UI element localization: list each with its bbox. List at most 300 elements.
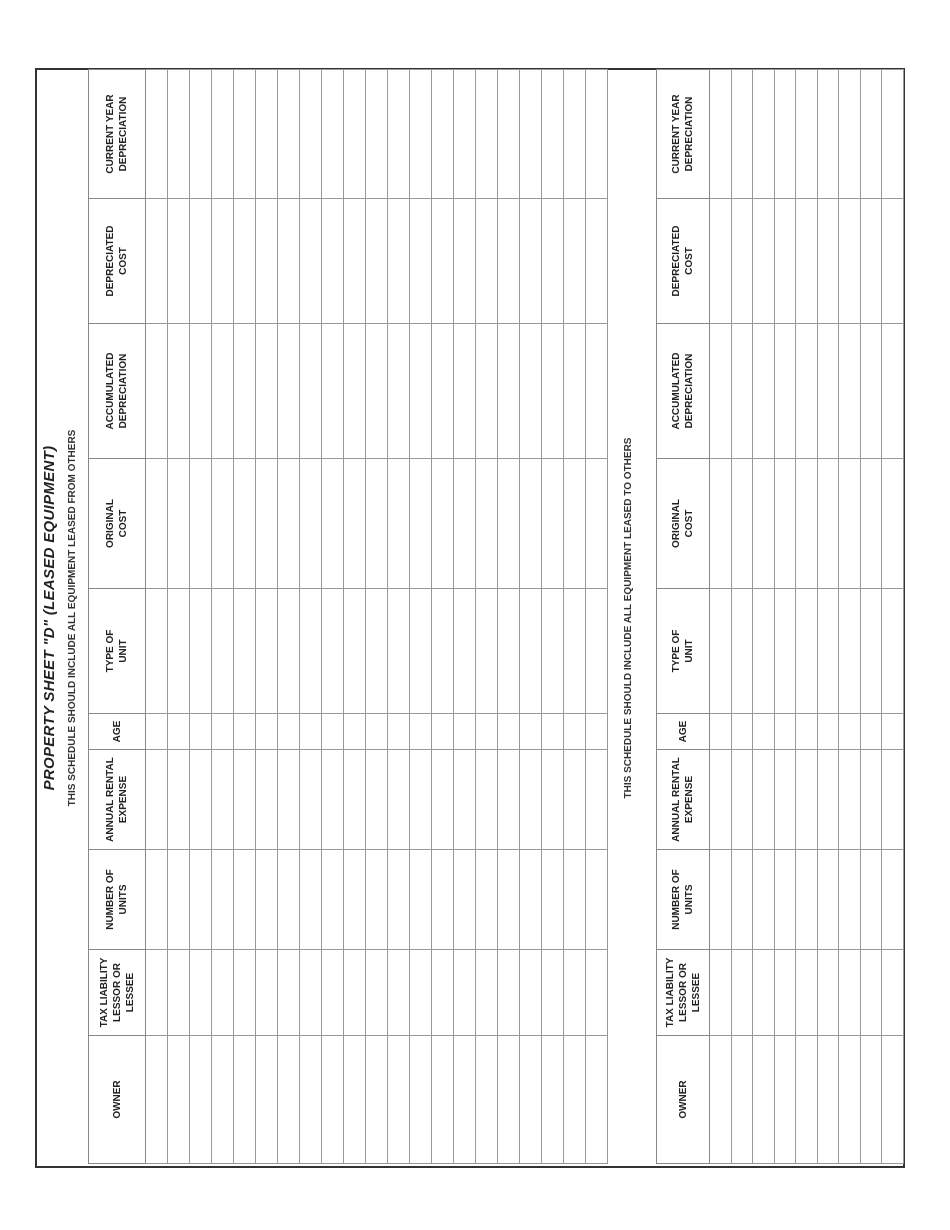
entry-cell[interactable] (796, 750, 818, 850)
entry-cell[interactable] (454, 199, 476, 324)
entry-cell[interactable] (388, 459, 410, 589)
entry-cell[interactable] (839, 324, 861, 459)
entry-cell[interactable] (278, 1036, 300, 1164)
entry-cell[interactable] (410, 714, 432, 750)
entry-cell[interactable] (710, 950, 732, 1036)
entry-cell[interactable] (542, 70, 564, 199)
entry-cell[interactable] (410, 70, 432, 199)
entry-cell[interactable] (817, 714, 839, 750)
entry-cell[interactable] (410, 950, 432, 1036)
entry-cell[interactable] (366, 459, 388, 589)
entry-cell[interactable] (839, 70, 861, 199)
entry-cell[interactable] (410, 199, 432, 324)
entry-cell[interactable] (300, 950, 322, 1036)
entry-cell[interactable] (774, 70, 796, 199)
entry-cell[interactable] (710, 324, 732, 459)
entry-cell[interactable] (774, 459, 796, 589)
entry-cell[interactable] (410, 750, 432, 850)
entry-cell[interactable] (388, 324, 410, 459)
entry-cell[interactable] (860, 714, 882, 750)
entry-cell[interactable] (498, 950, 520, 1036)
entry-cell[interactable] (432, 324, 454, 459)
entry-cell[interactable] (322, 199, 344, 324)
entry-cell[interactable] (300, 750, 322, 850)
entry-cell[interactable] (366, 750, 388, 850)
entry-cell[interactable] (168, 459, 190, 589)
entry-cell[interactable] (520, 950, 542, 1036)
entry-cell[interactable] (860, 70, 882, 199)
entry-cell[interactable] (278, 850, 300, 950)
entry-cell[interactable] (322, 850, 344, 950)
entry-cell[interactable] (388, 1036, 410, 1164)
entry-cell[interactable] (710, 199, 732, 324)
entry-cell[interactable] (498, 70, 520, 199)
entry-cell[interactable] (882, 750, 904, 850)
entry-cell[interactable] (322, 459, 344, 589)
entry-cell[interactable] (212, 324, 234, 459)
entry-cell[interactable] (731, 1036, 753, 1164)
entry-cell[interactable] (168, 1036, 190, 1164)
entry-cell[interactable] (882, 589, 904, 714)
entry-cell[interactable] (322, 589, 344, 714)
entry-cell[interactable] (498, 750, 520, 850)
entry-cell[interactable] (498, 324, 520, 459)
entry-cell[interactable] (731, 459, 753, 589)
entry-cell[interactable] (564, 950, 586, 1036)
entry-cell[interactable] (860, 459, 882, 589)
entry-cell[interactable] (344, 950, 366, 1036)
entry-cell[interactable] (796, 850, 818, 950)
entry-cell[interactable] (542, 324, 564, 459)
entry-cell[interactable] (410, 324, 432, 459)
entry-cell[interactable] (817, 1036, 839, 1164)
entry-cell[interactable] (146, 199, 168, 324)
entry-cell[interactable] (839, 750, 861, 850)
entry-cell[interactable] (212, 750, 234, 850)
entry-cell[interactable] (586, 589, 608, 714)
entry-cell[interactable] (476, 199, 498, 324)
entry-cell[interactable] (432, 950, 454, 1036)
entry-cell[interactable] (817, 70, 839, 199)
entry-cell[interactable] (300, 70, 322, 199)
entry-cell[interactable] (710, 1036, 732, 1164)
entry-cell[interactable] (476, 950, 498, 1036)
entry-cell[interactable] (753, 589, 775, 714)
entry-cell[interactable] (234, 750, 256, 850)
entry-cell[interactable] (564, 714, 586, 750)
entry-cell[interactable] (796, 459, 818, 589)
entry-cell[interactable] (146, 850, 168, 950)
entry-cell[interactable] (256, 324, 278, 459)
entry-cell[interactable] (882, 714, 904, 750)
entry-cell[interactable] (839, 1036, 861, 1164)
entry-cell[interactable] (344, 714, 366, 750)
entry-cell[interactable] (710, 750, 732, 850)
entry-cell[interactable] (300, 199, 322, 324)
entry-cell[interactable] (520, 750, 542, 850)
entry-cell[interactable] (168, 199, 190, 324)
entry-cell[interactable] (860, 324, 882, 459)
entry-cell[interactable] (476, 589, 498, 714)
entry-cell[interactable] (146, 950, 168, 1036)
entry-cell[interactable] (256, 459, 278, 589)
entry-cell[interactable] (839, 459, 861, 589)
entry-cell[interactable] (344, 199, 366, 324)
entry-cell[interactable] (542, 750, 564, 850)
entry-cell[interactable] (190, 950, 212, 1036)
entry-cell[interactable] (212, 850, 234, 950)
entry-cell[interactable] (817, 324, 839, 459)
entry-cell[interactable] (817, 589, 839, 714)
entry-cell[interactable] (410, 459, 432, 589)
entry-cell[interactable] (212, 1036, 234, 1164)
entry-cell[interactable] (212, 199, 234, 324)
entry-cell[interactable] (817, 199, 839, 324)
entry-cell[interactable] (476, 459, 498, 589)
entry-cell[interactable] (234, 589, 256, 714)
entry-cell[interactable] (882, 1036, 904, 1164)
entry-cell[interactable] (774, 950, 796, 1036)
entry-cell[interactable] (388, 199, 410, 324)
entry-cell[interactable] (731, 850, 753, 950)
entry-cell[interactable] (168, 714, 190, 750)
entry-cell[interactable] (278, 199, 300, 324)
entry-cell[interactable] (212, 459, 234, 589)
entry-cell[interactable] (710, 459, 732, 589)
entry-cell[interactable] (454, 950, 476, 1036)
entry-cell[interactable] (454, 324, 476, 459)
entry-cell[interactable] (388, 589, 410, 714)
entry-cell[interactable] (774, 589, 796, 714)
entry-cell[interactable] (796, 324, 818, 459)
entry-cell[interactable] (731, 714, 753, 750)
entry-cell[interactable] (344, 750, 366, 850)
entry-cell[interactable] (542, 459, 564, 589)
entry-cell[interactable] (476, 324, 498, 459)
entry-cell[interactable] (860, 589, 882, 714)
entry-cell[interactable] (212, 70, 234, 199)
entry-cell[interactable] (498, 1036, 520, 1164)
entry-cell[interactable] (454, 589, 476, 714)
entry-cell[interactable] (498, 459, 520, 589)
entry-cell[interactable] (278, 324, 300, 459)
entry-cell[interactable] (839, 950, 861, 1036)
entry-cell[interactable] (753, 459, 775, 589)
entry-cell[interactable] (234, 950, 256, 1036)
entry-cell[interactable] (753, 1036, 775, 1164)
entry-cell[interactable] (366, 70, 388, 199)
entry-cell[interactable] (454, 850, 476, 950)
entry-cell[interactable] (774, 714, 796, 750)
entry-cell[interactable] (168, 750, 190, 850)
entry-cell[interactable] (168, 324, 190, 459)
entry-cell[interactable] (586, 1036, 608, 1164)
entry-cell[interactable] (432, 750, 454, 850)
entry-cell[interactable] (753, 714, 775, 750)
entry-cell[interactable] (520, 850, 542, 950)
entry-cell[interactable] (212, 714, 234, 750)
entry-cell[interactable] (753, 850, 775, 950)
entry-cell[interactable] (476, 1036, 498, 1164)
entry-cell[interactable] (234, 199, 256, 324)
entry-cell[interactable] (882, 459, 904, 589)
entry-cell[interactable] (586, 714, 608, 750)
entry-cell[interactable] (344, 850, 366, 950)
entry-cell[interactable] (234, 459, 256, 589)
entry-cell[interactable] (476, 850, 498, 950)
entry-cell[interactable] (498, 714, 520, 750)
entry-cell[interactable] (520, 589, 542, 714)
entry-cell[interactable] (542, 850, 564, 950)
entry-cell[interactable] (388, 750, 410, 850)
entry-cell[interactable] (564, 589, 586, 714)
entry-cell[interactable] (344, 70, 366, 199)
entry-cell[interactable] (410, 850, 432, 950)
entry-cell[interactable] (454, 1036, 476, 1164)
entry-cell[interactable] (146, 70, 168, 199)
entry-cell[interactable] (564, 70, 586, 199)
entry-cell[interactable] (860, 199, 882, 324)
entry-cell[interactable] (520, 1036, 542, 1164)
entry-cell[interactable] (146, 714, 168, 750)
entry-cell[interactable] (256, 714, 278, 750)
entry-cell[interactable] (278, 714, 300, 750)
entry-cell[interactable] (234, 714, 256, 750)
entry-cell[interactable] (322, 324, 344, 459)
entry-cell[interactable] (322, 1036, 344, 1164)
entry-cell[interactable] (168, 70, 190, 199)
entry-cell[interactable] (300, 850, 322, 950)
entry-cell[interactable] (190, 589, 212, 714)
entry-cell[interactable] (520, 324, 542, 459)
entry-cell[interactable] (731, 589, 753, 714)
entry-cell[interactable] (366, 324, 388, 459)
entry-cell[interactable] (366, 850, 388, 950)
entry-cell[interactable] (432, 199, 454, 324)
entry-cell[interactable] (454, 714, 476, 750)
entry-cell[interactable] (753, 324, 775, 459)
entry-cell[interactable] (586, 950, 608, 1036)
entry-cell[interactable] (344, 459, 366, 589)
entry-cell[interactable] (256, 70, 278, 199)
entry-cell[interactable] (190, 714, 212, 750)
entry-cell[interactable] (476, 714, 498, 750)
entry-cell[interactable] (278, 950, 300, 1036)
entry-cell[interactable] (432, 850, 454, 950)
entry-cell[interactable] (234, 324, 256, 459)
entry-cell[interactable] (256, 589, 278, 714)
entry-cell[interactable] (234, 70, 256, 199)
entry-cell[interactable] (882, 324, 904, 459)
entry-cell[interactable] (190, 750, 212, 850)
entry-cell[interactable] (212, 950, 234, 1036)
entry-cell[interactable] (322, 750, 344, 850)
entry-cell[interactable] (817, 750, 839, 850)
entry-cell[interactable] (817, 459, 839, 589)
entry-cell[interactable] (586, 750, 608, 850)
entry-cell[interactable] (753, 199, 775, 324)
entry-cell[interactable] (839, 714, 861, 750)
entry-cell[interactable] (432, 1036, 454, 1164)
entry-cell[interactable] (278, 70, 300, 199)
entry-cell[interactable] (388, 850, 410, 950)
entry-cell[interactable] (256, 750, 278, 850)
entry-cell[interactable] (300, 459, 322, 589)
entry-cell[interactable] (882, 950, 904, 1036)
entry-cell[interactable] (300, 324, 322, 459)
entry-cell[interactable] (322, 714, 344, 750)
entry-cell[interactable] (300, 714, 322, 750)
entry-cell[interactable] (586, 850, 608, 950)
entry-cell[interactable] (564, 1036, 586, 1164)
entry-cell[interactable] (190, 324, 212, 459)
entry-cell[interactable] (366, 950, 388, 1036)
entry-cell[interactable] (366, 589, 388, 714)
entry-cell[interactable] (774, 324, 796, 459)
entry-cell[interactable] (586, 324, 608, 459)
entry-cell[interactable] (168, 950, 190, 1036)
entry-cell[interactable] (882, 199, 904, 324)
entry-cell[interactable] (476, 70, 498, 199)
entry-cell[interactable] (774, 1036, 796, 1164)
entry-cell[interactable] (520, 714, 542, 750)
entry-cell[interactable] (796, 1036, 818, 1164)
entry-cell[interactable] (168, 589, 190, 714)
entry-cell[interactable] (146, 324, 168, 459)
entry-cell[interactable] (774, 750, 796, 850)
entry-cell[interactable] (146, 1036, 168, 1164)
entry-cell[interactable] (731, 950, 753, 1036)
entry-cell[interactable] (564, 850, 586, 950)
entry-cell[interactable] (710, 70, 732, 199)
entry-cell[interactable] (520, 70, 542, 199)
entry-cell[interactable] (542, 714, 564, 750)
entry-cell[interactable] (168, 850, 190, 950)
entry-cell[interactable] (344, 324, 366, 459)
entry-cell[interactable] (454, 750, 476, 850)
entry-cell[interactable] (190, 1036, 212, 1164)
entry-cell[interactable] (256, 850, 278, 950)
entry-cell[interactable] (432, 714, 454, 750)
entry-cell[interactable] (498, 850, 520, 950)
entry-cell[interactable] (146, 589, 168, 714)
entry-cell[interactable] (322, 950, 344, 1036)
entry-cell[interactable] (882, 70, 904, 199)
entry-cell[interactable] (586, 199, 608, 324)
entry-cell[interactable] (212, 589, 234, 714)
entry-cell[interactable] (388, 70, 410, 199)
entry-cell[interactable] (388, 714, 410, 750)
entry-cell[interactable] (710, 589, 732, 714)
entry-cell[interactable] (753, 750, 775, 850)
entry-cell[interactable] (278, 589, 300, 714)
entry-cell[interactable] (520, 199, 542, 324)
entry-cell[interactable] (839, 199, 861, 324)
entry-cell[interactable] (542, 950, 564, 1036)
entry-cell[interactable] (774, 199, 796, 324)
entry-cell[interactable] (564, 199, 586, 324)
entry-cell[interactable] (753, 950, 775, 1036)
entry-cell[interactable] (774, 850, 796, 950)
entry-cell[interactable] (366, 1036, 388, 1164)
entry-cell[interactable] (839, 589, 861, 714)
entry-cell[interactable] (366, 714, 388, 750)
entry-cell[interactable] (710, 714, 732, 750)
entry-cell[interactable] (454, 70, 476, 199)
entry-cell[interactable] (731, 750, 753, 850)
entry-cell[interactable] (432, 589, 454, 714)
entry-cell[interactable] (476, 750, 498, 850)
entry-cell[interactable] (388, 950, 410, 1036)
entry-cell[interactable] (190, 199, 212, 324)
entry-cell[interactable] (190, 850, 212, 950)
entry-cell[interactable] (256, 1036, 278, 1164)
entry-cell[interactable] (410, 589, 432, 714)
entry-cell[interactable] (410, 1036, 432, 1164)
entry-cell[interactable] (564, 324, 586, 459)
entry-cell[interactable] (564, 750, 586, 850)
entry-cell[interactable] (300, 589, 322, 714)
entry-cell[interactable] (542, 199, 564, 324)
entry-cell[interactable] (146, 459, 168, 589)
entry-cell[interactable] (796, 589, 818, 714)
entry-cell[interactable] (542, 589, 564, 714)
entry-cell[interactable] (278, 459, 300, 589)
entry-cell[interactable] (586, 70, 608, 199)
entry-cell[interactable] (190, 459, 212, 589)
entry-cell[interactable] (454, 459, 476, 589)
entry-cell[interactable] (817, 950, 839, 1036)
entry-cell[interactable] (190, 70, 212, 199)
entry-cell[interactable] (753, 70, 775, 199)
entry-cell[interactable] (731, 199, 753, 324)
entry-cell[interactable] (731, 70, 753, 199)
entry-cell[interactable] (234, 1036, 256, 1164)
entry-cell[interactable] (234, 850, 256, 950)
entry-cell[interactable] (817, 850, 839, 950)
entry-cell[interactable] (710, 850, 732, 950)
entry-cell[interactable] (498, 589, 520, 714)
entry-cell[interactable] (322, 70, 344, 199)
entry-cell[interactable] (882, 850, 904, 950)
entry-cell[interactable] (860, 950, 882, 1036)
entry-cell[interactable] (839, 850, 861, 950)
entry-cell[interactable] (796, 199, 818, 324)
entry-cell[interactable] (256, 199, 278, 324)
entry-cell[interactable] (860, 850, 882, 950)
entry-cell[interactable] (796, 950, 818, 1036)
entry-cell[interactable] (432, 459, 454, 589)
entry-cell[interactable] (366, 199, 388, 324)
entry-cell[interactable] (278, 750, 300, 850)
entry-cell[interactable] (344, 589, 366, 714)
entry-cell[interactable] (542, 1036, 564, 1164)
entry-cell[interactable] (520, 459, 542, 589)
entry-cell[interactable] (498, 199, 520, 324)
entry-cell[interactable] (432, 70, 454, 199)
entry-cell[interactable] (796, 70, 818, 199)
entry-cell[interactable] (586, 459, 608, 589)
entry-cell[interactable] (860, 1036, 882, 1164)
entry-cell[interactable] (796, 714, 818, 750)
entry-cell[interactable] (256, 950, 278, 1036)
entry-cell[interactable] (344, 1036, 366, 1164)
entry-cell[interactable] (564, 459, 586, 589)
entry-cell[interactable] (300, 1036, 322, 1164)
entry-cell[interactable] (146, 750, 168, 850)
entry-cell[interactable] (860, 750, 882, 850)
entry-cell[interactable] (731, 324, 753, 459)
